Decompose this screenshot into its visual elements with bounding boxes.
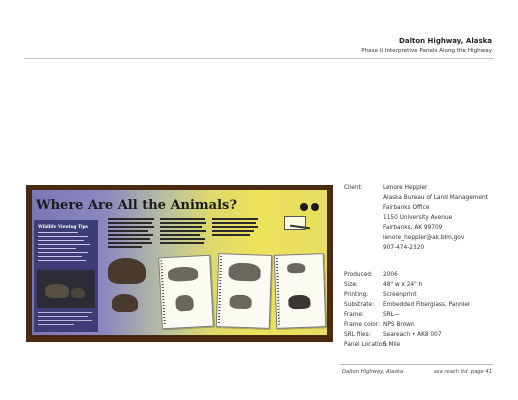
body-text-line (108, 218, 154, 220)
client-phone: 907-474-2320 (383, 245, 425, 251)
spec-label-srl-files: SRL files: (344, 332, 371, 338)
client-city: Fairbanks, AK 99709 (383, 225, 443, 231)
photo-caption (38, 324, 74, 325)
body-text-line (160, 242, 204, 244)
spec-value-substrate: Embedded Fiberglass, Pannier (383, 302, 471, 308)
panel-image (26, 185, 333, 342)
tips-heading: Wildlife Viewing Tips (38, 224, 88, 229)
spec-label-produced: Produced: (344, 272, 373, 278)
body-text-line (160, 234, 200, 236)
body-text-line (160, 218, 205, 220)
logo-icon (311, 203, 319, 211)
body-text-line (212, 226, 258, 228)
tips-text (38, 244, 90, 245)
tips-text (38, 248, 76, 249)
tips-text (38, 256, 82, 257)
body-text-line (108, 230, 148, 232)
logo-icon (300, 203, 308, 211)
spec-label-panel-location: Panel Location: (344, 342, 388, 348)
page-title: Dalton Highway, Alaska (399, 37, 492, 45)
bear-illustration (112, 294, 138, 312)
bear-illustration (108, 258, 146, 284)
tips-text (38, 240, 84, 241)
body-text-line (108, 226, 154, 228)
notebook-spiral (218, 256, 222, 324)
client-label: Client: (344, 185, 363, 191)
spec-label-printing: Printing: (344, 292, 369, 298)
tips-text (38, 252, 88, 253)
tips-box (34, 220, 98, 332)
moose-figure (71, 288, 85, 298)
sketch-page (274, 253, 327, 329)
spec-value-srl-files: Seareach • AK8 007 (383, 332, 442, 338)
spec-value-panel-location: 5 Mile (383, 342, 401, 348)
page-subtitle: Phase II Interpretive Panels Along the Highway (361, 48, 492, 54)
body-text-line (108, 222, 152, 224)
body-text-line (160, 238, 205, 240)
body-text-line (160, 230, 206, 232)
body-text-line (212, 218, 258, 220)
spec-label-substrate: Substrate: (344, 302, 375, 308)
footer-divider (340, 364, 493, 365)
body-text-line (212, 222, 256, 224)
body-text-line (108, 238, 150, 240)
body-text-line (160, 226, 202, 228)
sketch-page (216, 253, 273, 329)
notebook-spiral (160, 260, 165, 326)
animal-sketch (228, 262, 261, 281)
sketch-page (158, 255, 214, 330)
spec-value-frame-color: NPS Brown (383, 322, 415, 328)
spec-value-produced: 2006 (383, 272, 398, 278)
body-text-line (108, 234, 153, 236)
moose-figure (45, 284, 69, 298)
panel-title: Where Are All the Animals? (36, 198, 237, 213)
photo-caption (38, 312, 92, 313)
body-text-line (212, 230, 254, 232)
spec-label-size: Size: (344, 282, 358, 288)
photo-caption (38, 316, 88, 317)
notebook-spiral (276, 258, 280, 326)
body-text-line (108, 242, 152, 244)
panel-artwork (32, 190, 327, 335)
animal-sketch (229, 295, 251, 310)
photo-caption (38, 320, 92, 321)
body-text-line (108, 246, 142, 248)
spec-label-frame: Frame: (344, 312, 365, 318)
spec-value-size: 48" w x 24" h (383, 282, 423, 288)
body-text-line (212, 234, 250, 236)
animal-sketch (175, 295, 194, 312)
spec-label-frame-color: Frame color: (344, 322, 381, 328)
body-text-line (160, 222, 206, 224)
bird-sketch (287, 263, 305, 274)
client-name: Lenore Heppler (383, 185, 428, 191)
tips-text (38, 232, 78, 233)
client-email: lenore_heppler@ak.blm.gov (383, 235, 465, 241)
animal-sketch (168, 266, 199, 282)
spec-value-frame: SRL— (383, 312, 400, 318)
client-organization: Alaska Bureau of Land Management (383, 195, 488, 201)
footer-title: Dalton Highway, Alaska (342, 369, 404, 375)
tips-text (38, 236, 88, 237)
page-number: sea reach ltd. page 41 (433, 369, 492, 375)
spec-value-printing: Screenprint (383, 292, 417, 298)
client-office: Fairbanks Office (383, 205, 430, 211)
client-street: 1150 University Avenue (383, 215, 453, 221)
tips-text (38, 260, 86, 261)
animal-sketch (288, 295, 310, 310)
moose-photo (37, 270, 95, 308)
header-divider (24, 58, 494, 59)
